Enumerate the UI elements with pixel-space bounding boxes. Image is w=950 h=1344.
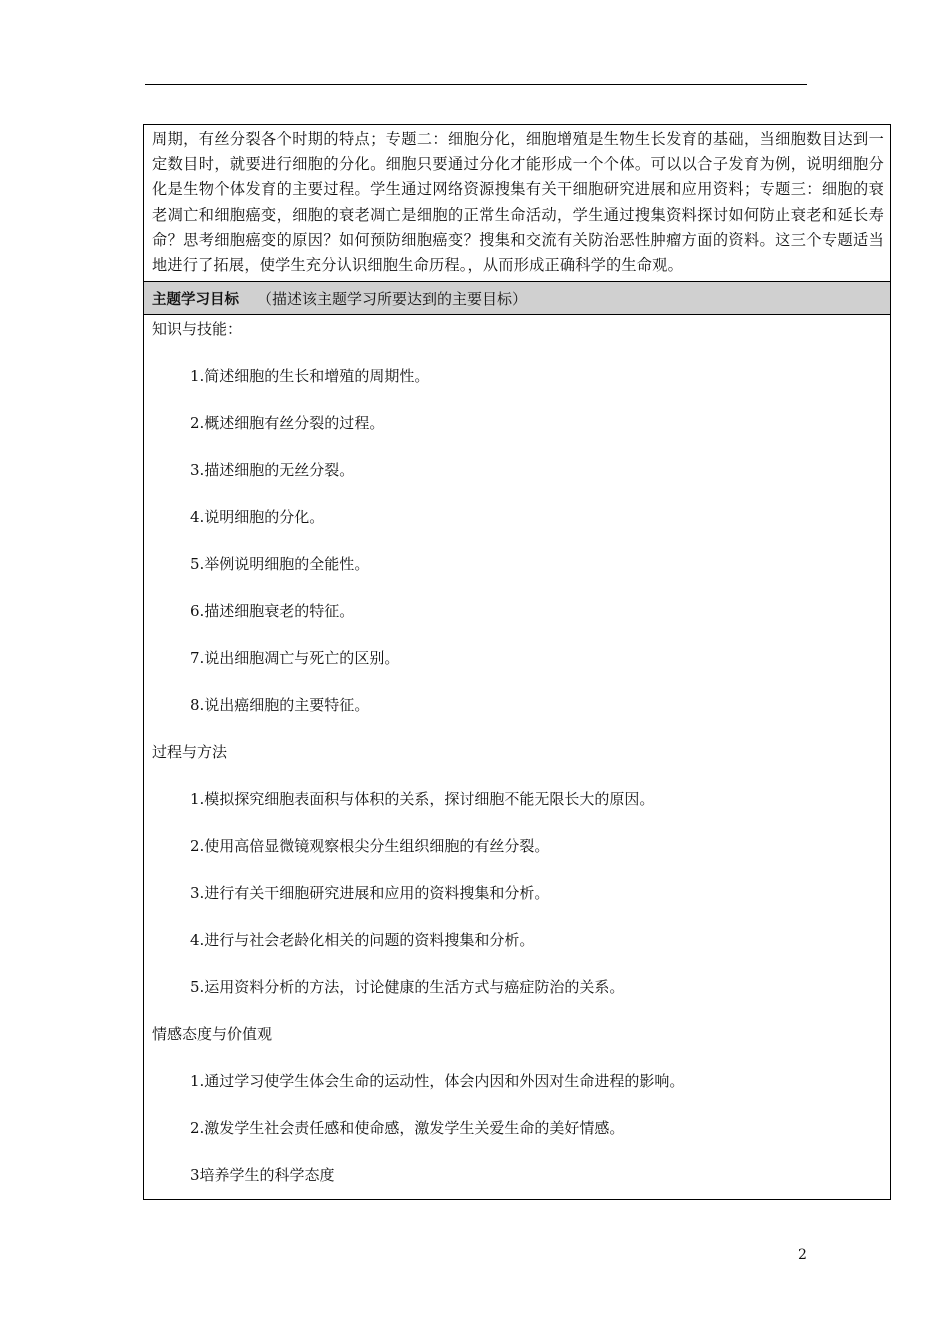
attitude-item: 3培养学生的科学态度 — [190, 1166, 335, 1185]
process-item: 4.进行与社会老龄化相关的问题的资料搜集和分析。 — [190, 931, 535, 950]
knowledge-item: 1.简述细胞的生长和增殖的周期性。 — [190, 367, 430, 386]
section-title: 主题学习目标 — [152, 291, 239, 308]
knowledge-item: 3.描述细胞的无丝分裂。 — [190, 461, 355, 480]
page-number: 2 — [798, 1247, 807, 1263]
attitude-item: 2.激发学生社会责任感和使命感，激发学生关爱生命的美好情感。 — [190, 1119, 625, 1138]
knowledge-label: 知识与技能： — [152, 320, 243, 339]
knowledge-item: 5.举例说明细胞的全能性。 — [190, 555, 370, 574]
attitude-label: 情感态度与价值观 — [152, 1025, 273, 1044]
process-item: 5.运用资料分析的方法，讨论健康的生活方式与癌症防治的关系。 — [190, 978, 625, 997]
document-table — [143, 124, 891, 1200]
knowledge-item: 2.概述细胞有丝分裂的过程。 — [190, 414, 385, 433]
process-item: 1.模拟探究细胞表面积与体积的关系，探讨细胞不能无限长大的原因。 — [190, 790, 655, 809]
process-label: 过程与方法 — [152, 743, 228, 762]
process-item: 3.进行有关干细胞研究进展和应用的资料搜集和分析。 — [190, 884, 550, 903]
knowledge-item: 4.说明细胞的分化。 — [190, 508, 325, 527]
header-rule — [145, 84, 807, 85]
process-item: 2.使用高倍显微镜观察根尖分生组织细胞的有丝分裂。 — [190, 837, 550, 856]
goals-cell — [144, 315, 890, 1199]
knowledge-item: 8.说出癌细胞的主要特征。 — [190, 696, 370, 715]
section-header — [144, 281, 890, 315]
attitude-item: 1.通过学习使学生体会生命的运动性，体会内因和外因对生命进程的影响。 — [190, 1072, 685, 1091]
intro-paragraph: 周期，有丝分裂各个时期的特点；专题二：细胞分化，细胞增殖是生物生长发育的基础，当细胞数目达到一定数目时，就要进行细胞的分化。细胞只要通过分化才能形成一个个体。可以以合子发育为例，说明细胞分化是生物个体发育的主要过程。学生通过网络资源搜集有关干细胞研究进展和应用资料；专题三：细胞的衰老凋亡和细胞癌变，细胞的衰老凋亡是细胞的正常生命活动，学生通过搜集资料探讨如何防止衰老和延长寿命？思考细胞癌变的原因？如何预防细胞癌变？搜集和交流有关防治恶性肿瘤方面的资料。这三个专题适当地进行了拓展，使学生充分认识细胞生命历程。，从而形成正确科学的生命观。 — [152, 130, 884, 275]
knowledge-item: 6.描述细胞衰老的特征。 — [190, 602, 355, 621]
knowledge-item: 7.说出细胞凋亡与死亡的区别。 — [190, 649, 400, 668]
section-description: （描述该主题学习所要达到的主要目标） — [257, 289, 528, 308]
